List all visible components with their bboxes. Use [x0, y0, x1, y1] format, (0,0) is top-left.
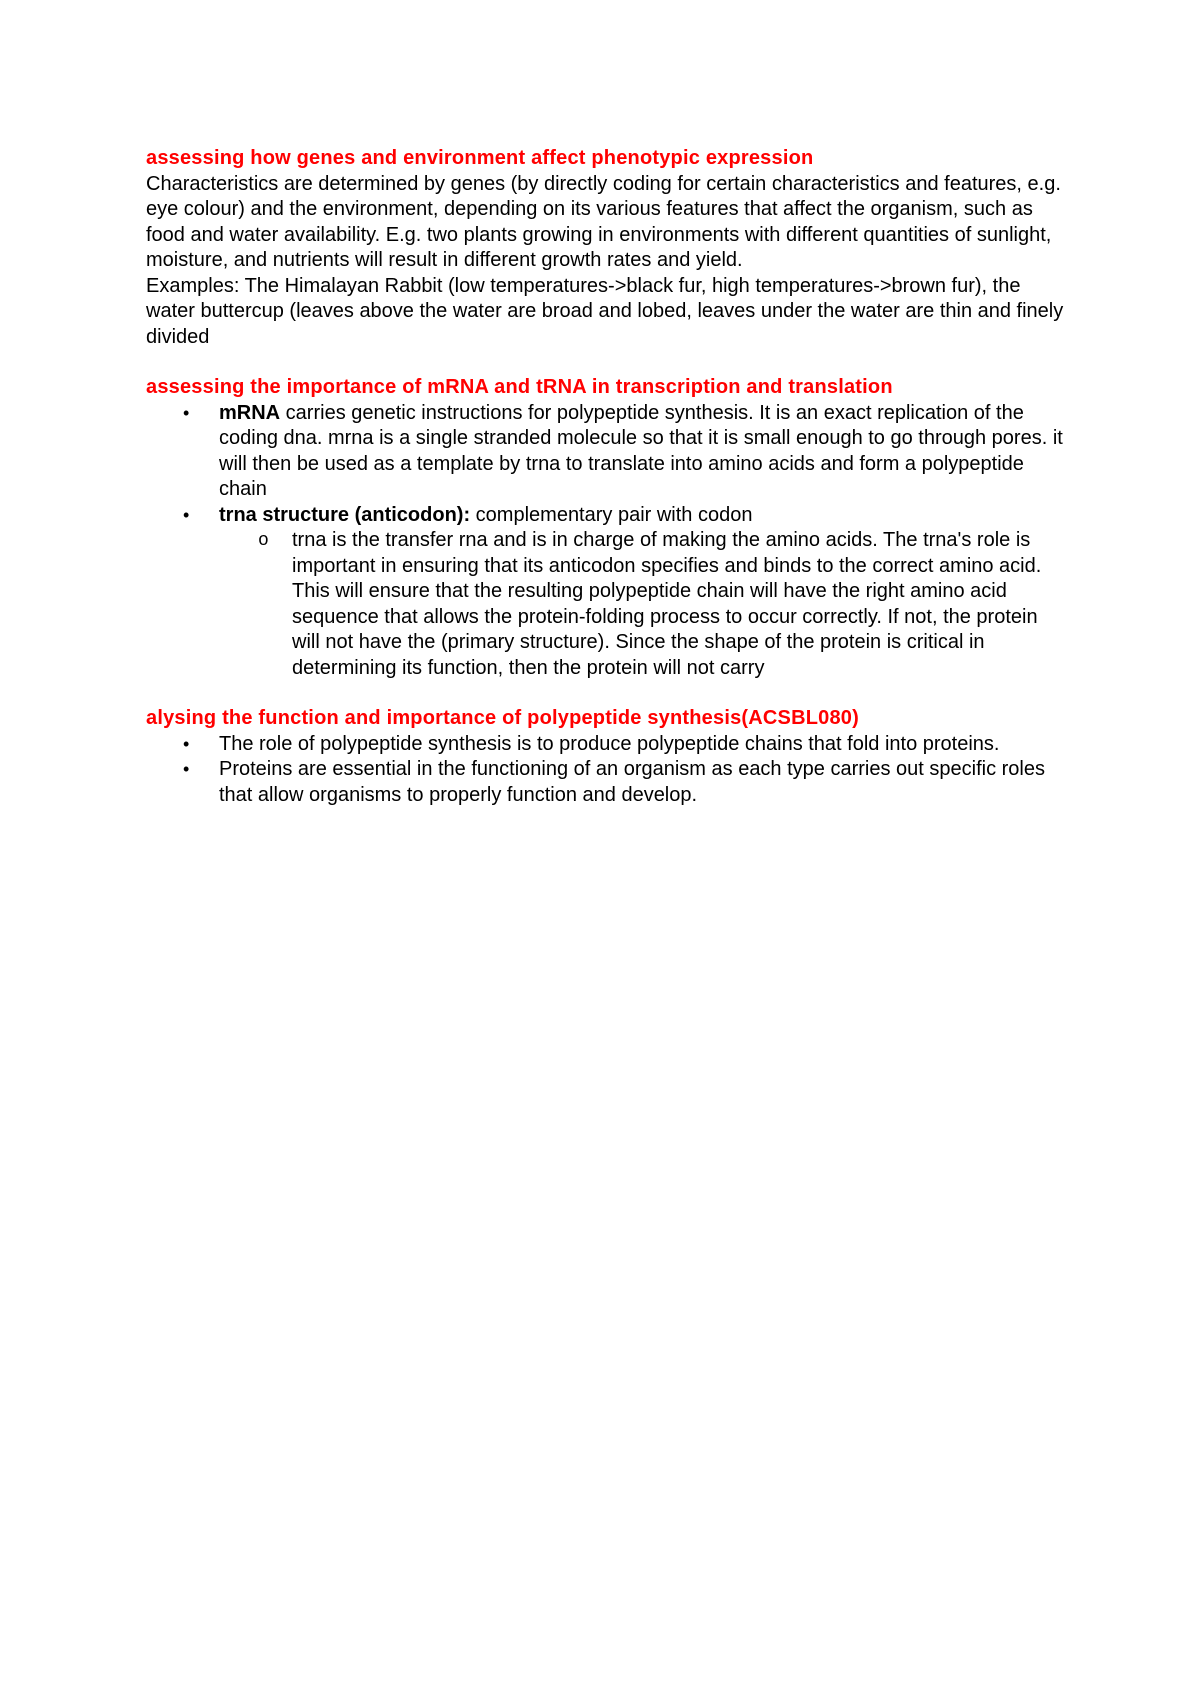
bullet-icon: •	[183, 402, 190, 423]
bullet-icon: •	[183, 759, 190, 779]
section3-bullet-list	[146, 732, 1066, 809]
section3-bullet2-text: Proteins are essential in the functioning of an organism as each type carries out specific roles that allow organisms to properly function and develop.	[219, 758, 1045, 806]
section3-heading: alysing the function and importance of polypeptide synthesis(ACSBL080)	[146, 707, 859, 729]
sub-bullet-text: trna is the transfer rna and is in charge of making the amino acids. The trna's role is important in ensuring that its anticodon specifies and binds to the correct amino acid. This will ensure that the resulting polypeptide chain will have the right amino acid sequence that allows the protein-folding process to occur correctly. If not, the protein will not have the (primary structure). Since the shape of the protein is critical in determining its function, then the protein will not carry	[292, 529, 1042, 679]
bullet2-bold-term: trna structure (anticodon):	[219, 503, 471, 526]
list-item	[183, 503, 1066, 682]
section2-heading: assessing the importance of mRNA and tRNA in transcription and translation	[146, 376, 893, 398]
section3-bullet1-text: The role of polypeptide synthesis is to produce polypeptide chains that fold into proteins.	[219, 732, 1000, 755]
section-spacer	[146, 350, 1066, 375]
bullet-icon: •	[183, 504, 190, 525]
section-spacer	[146, 681, 1066, 706]
bullet2-text: complementary pair with codon	[470, 503, 753, 526]
bullet1-text: carries genetic instructions for polypeptide synthesis. It is an exact replication of the coding dna. mrna is a single stranded molecule so that it is small enough to go through pores. it will then be used as a template by trna to translate into amino acids and form a polypeptide chain	[219, 401, 1063, 500]
section2-bullet-list	[146, 401, 1066, 682]
list-item	[183, 757, 1066, 808]
bullet1-bold-term: mRNA	[219, 401, 281, 424]
sub-bullet-list	[219, 528, 1066, 681]
sub-bullet-icon: o	[258, 531, 269, 551]
section1-paragraph2: Examples: The Himalayan Rabbit (low temperatures->black fur, high temperatures->brown fur), the water buttercup (leaves above the water are broad and lobed, leaves under the water are thin and finely divided	[146, 274, 1064, 348]
list-item	[183, 732, 1066, 758]
list-item	[258, 528, 1066, 681]
document-page	[146, 146, 1066, 808]
section1-heading: assessing how genes and environment affect phenotypic expression	[146, 147, 814, 169]
list-item	[183, 401, 1066, 503]
bullet-icon: •	[183, 733, 190, 754]
section1-paragraph1: Characteristics are determined by genes (by directly coding for certain characteristics and features, e.g. eye colour) and the environment, depending on its various features that affect the organism, such as food and water availability. E.g. two plants growing in environments with different quantities of sunlight, moisture, and nutrients will result in different growth rates and yield.	[146, 172, 1061, 271]
